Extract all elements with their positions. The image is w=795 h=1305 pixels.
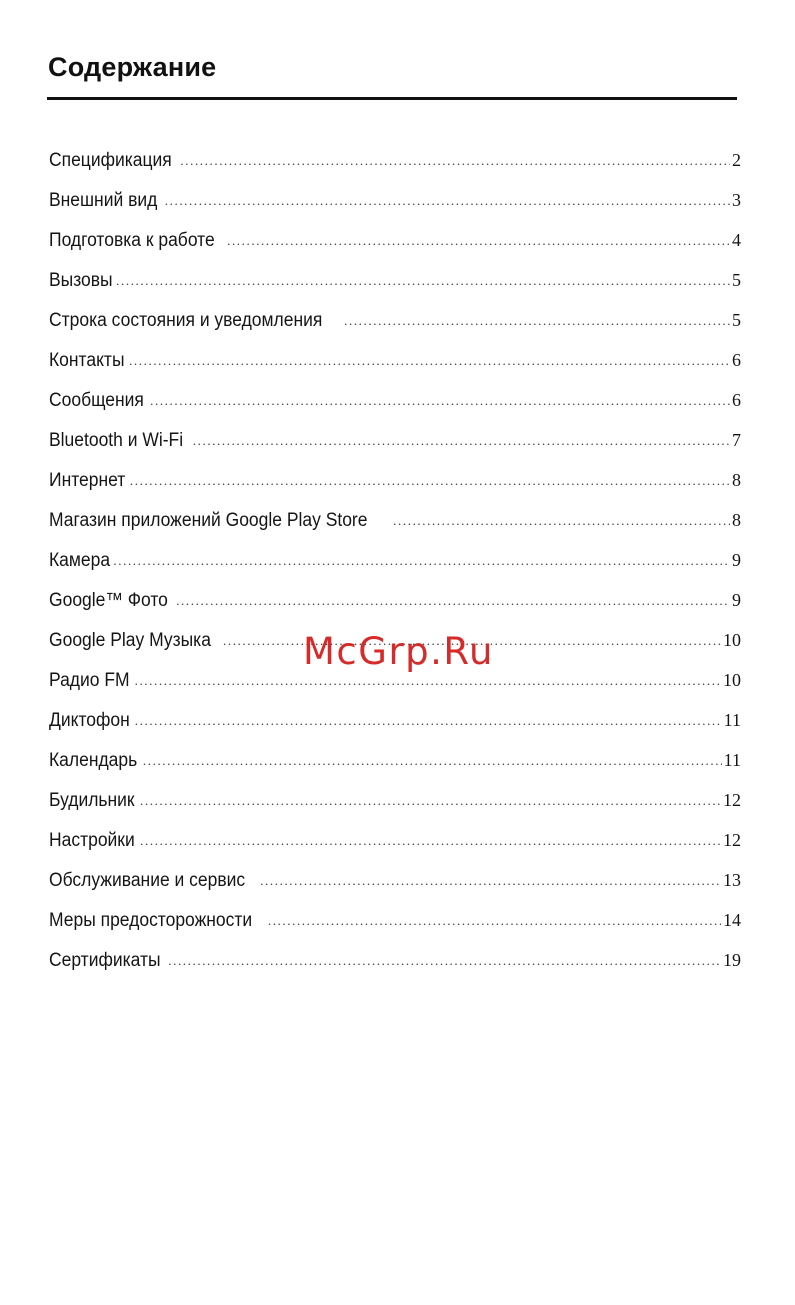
toc-dot-leader [140,821,721,861]
toc-entry[interactable] [49,380,741,420]
toc-entry-label: Bluetooth и Wi-Fi [49,430,184,451]
toc-entry-label: Настройки [49,830,135,851]
toc-entry-label: Радио FM [49,670,130,691]
toc-dot-leader [176,581,730,621]
toc-entry-page-number: 10 [723,670,741,690]
toc-entry-label: Меры предосторожности [49,910,253,931]
toc-entry-label: Сертификаты [49,950,161,971]
toc-entry-page-number: 14 [723,910,741,930]
toc-dot-leader [180,141,730,181]
toc-entry-label: Подготовка к работе [49,230,215,251]
toc-entry-label: Диктофон [49,710,130,731]
toc-entry-page-number: 10 [723,630,741,650]
toc-dot-leader [113,541,730,581]
toc-entry-page-number: 4 [732,230,741,250]
toc-entry-page-number: 11 [723,750,741,770]
toc-entry[interactable] [49,900,741,940]
toc-entry-label: Сообщения [49,390,144,411]
toc-entry-label: Календарь [49,750,138,771]
toc-entry[interactable] [49,260,741,300]
toc-entry-page-number: 12 [723,790,741,810]
toc-entry-page-number: 6 [732,390,741,410]
toc-dot-leader [116,261,730,301]
page-title: Содержание [48,52,217,82]
toc-entry-page-number: 8 [732,470,741,490]
toc-dot-leader [143,741,722,781]
toc-dot-leader [140,781,721,821]
toc-dot-leader [168,941,721,981]
toc-entry[interactable] [49,340,741,380]
toc-entry-page-number: 5 [732,310,741,330]
toc-dot-leader [393,501,730,541]
toc-entry-label: Обслуживание и сервис [49,870,246,891]
toc-dot-leader [129,341,730,381]
toc-entry-label: Будильник [49,790,135,811]
toc-entry[interactable] [49,500,741,540]
toc-dot-leader [227,221,730,261]
toc-entry-page-number: 3 [732,190,741,210]
toc-entry-label: Интернет [49,470,126,491]
toc-entry-label: Камера [49,550,111,571]
toc-entry-page-number: 11 [723,710,741,730]
toc-entry-page-number: 7 [732,430,741,450]
toc-entry-page-number: 19 [723,950,741,970]
toc-dot-leader [193,421,730,461]
toc-entry[interactable] [49,140,741,180]
toc-dot-leader [344,301,730,341]
toc-dot-leader [268,901,721,941]
toc-dot-leader [260,861,721,901]
toc-entry[interactable] [49,180,741,220]
toc-entry-label: Магазин приложений Google Play Store [49,510,368,531]
toc-entry[interactable] [49,220,741,260]
toc-entry-page-number: 2 [732,150,741,170]
toc-dot-leader [130,461,730,501]
table-of-contents [49,140,741,980]
title-divider [47,97,737,100]
toc-dot-leader [135,701,722,741]
toc-entry-label: Спецификация [49,150,172,171]
toc-dot-leader [150,381,730,421]
toc-entry-page-number: 6 [732,350,741,370]
toc-dot-leader [165,181,730,221]
toc-entry-label: Внешний вид [49,190,158,211]
toc-entry[interactable] [49,460,741,500]
toc-entry-page-number: 8 [732,510,741,530]
toc-entry[interactable] [49,860,741,900]
watermark: McGrp.Ru [303,630,494,673]
toc-entry[interactable] [49,740,741,780]
toc-entry[interactable] [49,820,741,860]
toc-entry-label: Строка состояния и уведомления [49,310,323,331]
toc-entry-page-number: 9 [732,550,741,570]
toc-entry-label: Google™ Фото [49,590,168,611]
toc-entry[interactable] [49,300,741,340]
toc-entry[interactable] [49,540,741,580]
toc-entry-page-number: 5 [732,270,741,290]
toc-entry[interactable] [49,940,741,980]
toc-entry[interactable] [49,420,741,460]
toc-entry-page-number: 13 [723,870,741,890]
toc-entry-label: Контакты [49,350,125,371]
toc-entry-label: Google Play Музыка [49,630,211,651]
toc-entry[interactable] [49,700,741,740]
toc-entry-label: Вызовы [49,270,113,291]
toc-entry[interactable] [49,580,741,620]
toc-entry-page-number: 9 [732,590,741,610]
toc-entry-page-number: 12 [723,830,741,850]
toc-entry[interactable] [49,780,741,820]
